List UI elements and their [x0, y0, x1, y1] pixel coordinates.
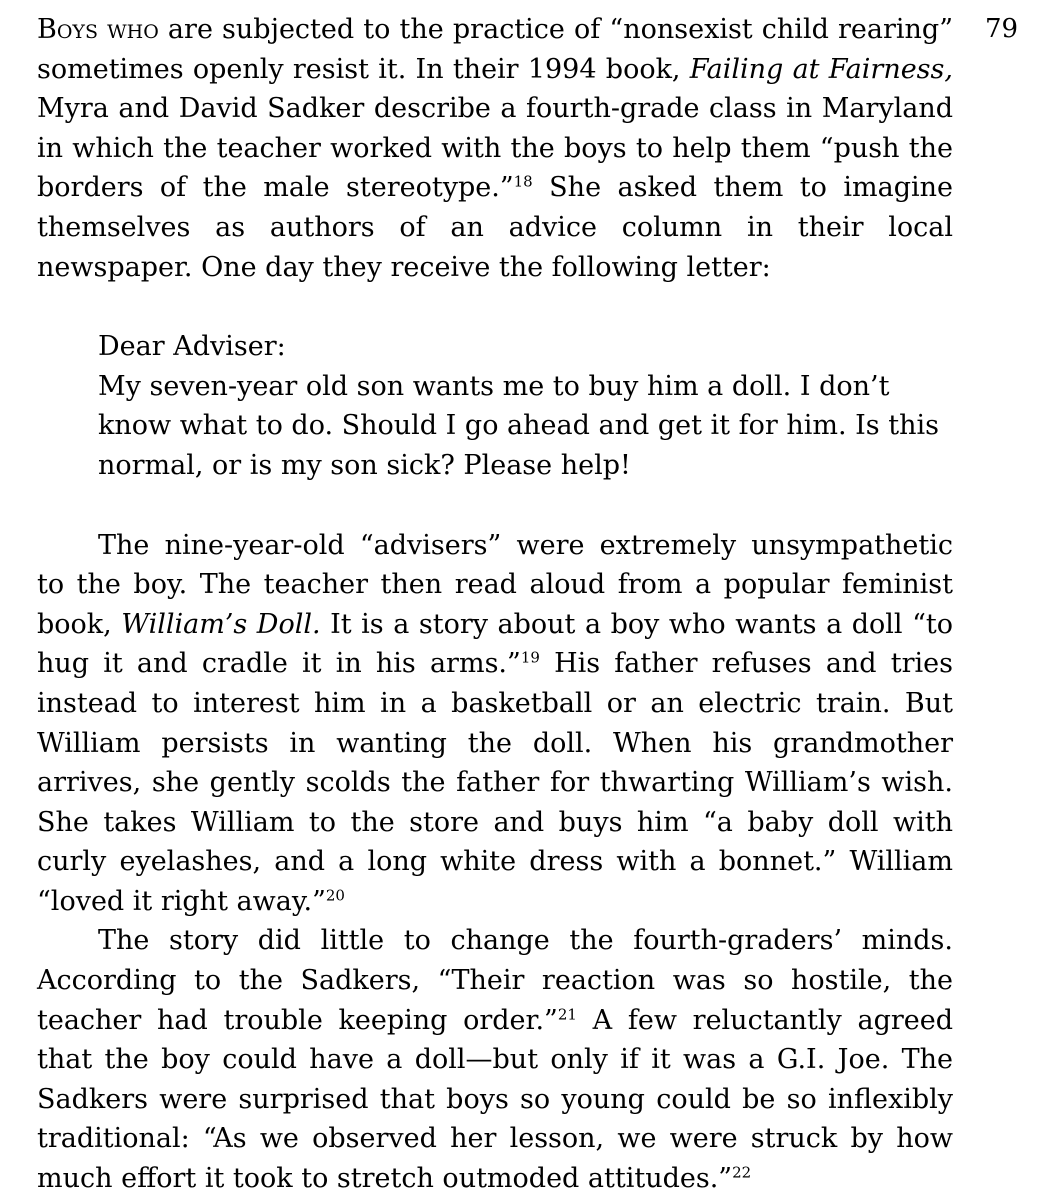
footnote-ref-21: 21 — [557, 1004, 577, 1023]
body-text — [37, 10, 953, 1199]
quoted-letter — [98, 327, 953, 485]
paragraph-3-text-b: A few reluctantly agreed that the boy could have a doll—but only if it was a G.I. Joe. The Sadkers were surprised that boys so young could be so inflexibly traditional: “As we observed her lesson, we were struck by how much effort it took to stretch outmoded attitudes.” — [37, 1004, 953, 1195]
paragraph-2 — [37, 526, 953, 922]
footnote-ref-19: 19 — [520, 648, 540, 667]
paragraph-1-text-c: She asked them to imagine themselves as authors of an advice column in their local newspaper. One day they receive the following letter: — [37, 172, 953, 283]
paragraph-1 — [37, 10, 953, 287]
paragraph-2-text-c: His father refuses and tries instead to interest him in a basketball or an electric train. But William persists in wanting the doll. When his grandmother arrives, she gently scolds the father for thwarting William’s wish. She takes William to the store and buys him “a baby doll with curly eyelashes, and a long white dress with a bonnet.” William “loved it right away.” — [37, 648, 953, 917]
book-title-williams-doll: William’s Doll. — [121, 608, 321, 640]
footnote-ref-22: 22 — [732, 1163, 752, 1182]
paragraph-1-text-a: are subjected to the practice of “nonsexist child rearing” sometimes openly resist it. In their 1994 book, — [37, 14, 953, 85]
paragraph-3-text-a: The story did little to change the fourth-graders’ minds. According to the Sadkers, “Their reaction was so hostile, the teacher had trouble keeping order.” — [37, 925, 953, 1036]
paragraph-3 — [37, 921, 953, 1198]
page-number: 79 — [985, 14, 1019, 44]
letter-body: My seven-year old son wants me to buy him a doll. I don’t know what to do. Should I go ahead and get it for him. Is this normal, or is my son sick? Please help! — [98, 370, 939, 481]
book-title-failing-at-fairness: Failing at Fairness, — [689, 53, 953, 85]
paragraph-2-text-b: It is a story about a boy who wants a doll “to hug it and cradle it in his arms.” — [37, 608, 954, 680]
paragraph-1-text-b: Myra and David Sadker describe a fourth-grade class in Maryland in which the teacher worked with the boys to help them “push the borders of the male stereotype.” — [37, 93, 953, 204]
letter-salutation: Dear Adviser: — [98, 331, 286, 363]
paragraph-lead-in: Boys who — [37, 14, 159, 45]
paragraph-2-text-a: The nine-year-old “advisers” were extremely unsympathetic to the boy. The teacher then read aloud from a popular feminist book, — [37, 529, 953, 640]
footnote-ref-20: 20 — [325, 886, 345, 905]
footnote-ref-18: 18 — [513, 172, 533, 191]
